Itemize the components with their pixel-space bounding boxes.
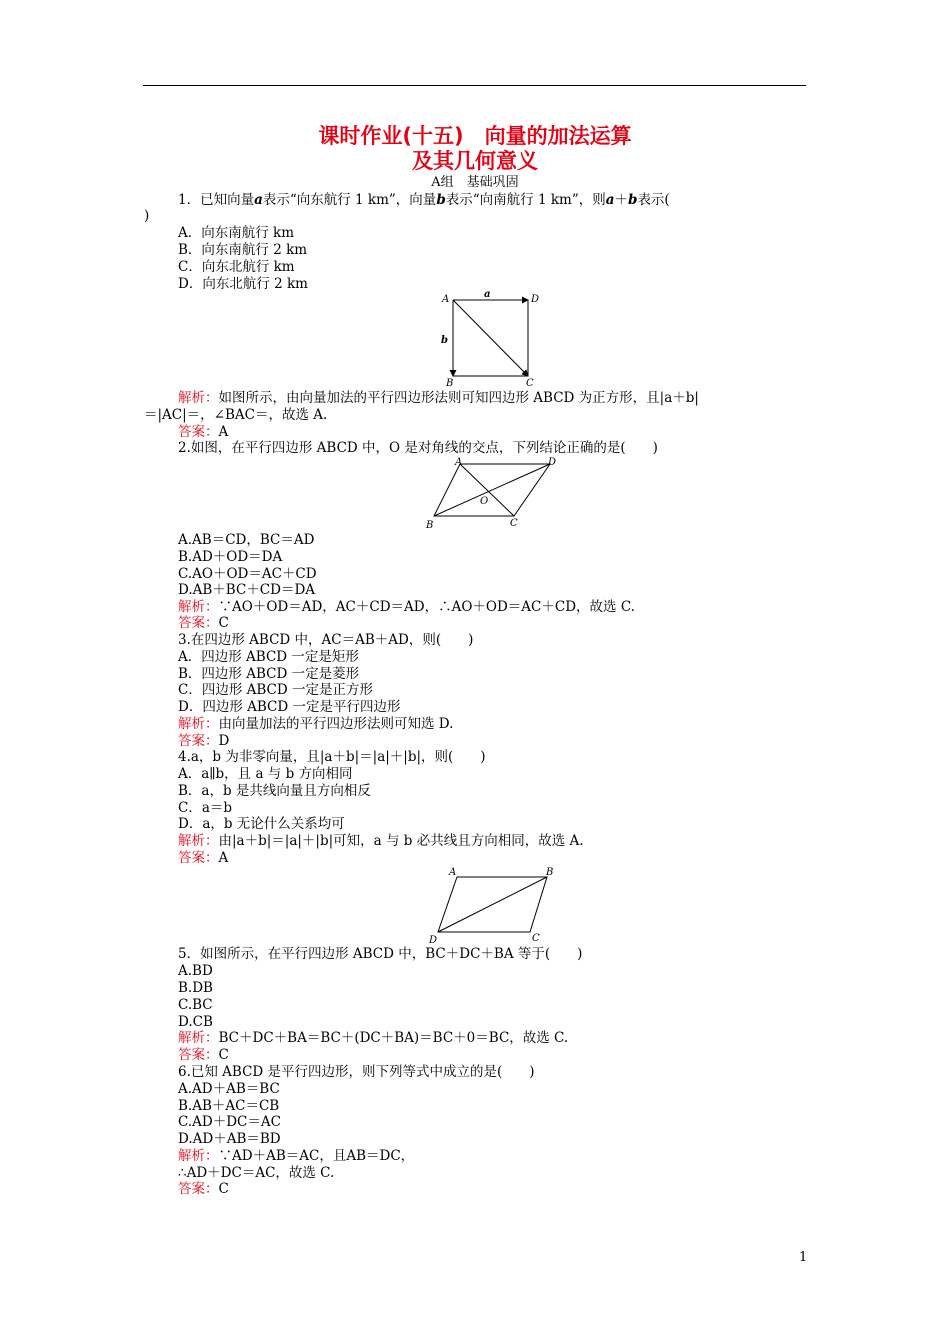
q3-answer: 答案：D: [178, 733, 230, 749]
diagonal-ac: [460, 464, 514, 516]
q4-option-a: A．a∥b，且 a 与 b 方向相同: [178, 766, 353, 782]
q6-option-d: D.AD＋AB＝BD: [178, 1131, 281, 1147]
q3-option-a: A．四边形 ABCD 一定是矩形: [178, 649, 359, 665]
q5-stem: 5．如图所示，在平行四边形 ABCD 中，BC＋DC＋BA 等于( ): [178, 946, 583, 962]
page-number: 1: [799, 1250, 808, 1265]
q4-stem: 4.a，b 为非零向量，且|a＋b|＝|a|＋|b|，则( ): [178, 749, 486, 765]
page-title-line1: 课时作业(十五) 向量的加法运算: [318, 124, 632, 148]
q5-analysis: 解析：BC＋DC＋BA＝BC＋(DC＋BA)＝BC＋0＝BC，故选 C.: [178, 1030, 569, 1046]
label-D: D: [429, 935, 438, 946]
q4-option-b: B．a，b 是共线向量且方向相反: [178, 783, 371, 799]
section-subtitle: A组 基础巩固: [431, 175, 519, 190]
label-A: A: [455, 457, 463, 468]
q2-parallelogram-figure: [422, 454, 562, 534]
q6-option-b: B.AB＋AC＝CB: [178, 1098, 280, 1114]
q5-option-a: A.BD: [178, 963, 213, 979]
label-A: A: [442, 294, 450, 305]
label-C: C: [532, 933, 540, 944]
q5-option-b: B.DB: [178, 980, 213, 996]
label-C: C: [510, 518, 518, 529]
q1-stem: 1．已知向量a表示“向东航行 1 km”，向量b表示“向南航行 1 km”，则a＋b表示(: [178, 192, 670, 208]
q5-option-d: D.CB: [178, 1014, 213, 1030]
page-title-line2: 及其几何意义: [412, 149, 538, 173]
q3-option-d: D．四边形 ABCD 一定是平行四边形: [178, 699, 401, 715]
q2-analysis: 解析：∵AO＋OD＝AD，AC＋CD＝AD，∴AO＋OD＝AC＋CD，故选 C.: [178, 599, 635, 615]
q5-parallelogram-figure: [424, 862, 564, 946]
q2-stem: 2.如图，在平行四边形 ABCD 中，O 是对角线的交点，下列结论正确的是( ): [178, 440, 658, 456]
label-b: b: [441, 335, 448, 346]
header-rule: [143, 85, 806, 86]
label-B: B: [446, 378, 454, 389]
q2-option-b: B.AD＋OD＝DA: [178, 549, 283, 565]
q2-option-a: A.AB＝CD，BC＝AD: [178, 532, 315, 548]
q3-stem: 3.在四边形 ABCD 中，AC＝AB＋AD，则( ): [178, 632, 474, 648]
q6-option-a: A.AD＋AB＝BC: [178, 1081, 280, 1097]
label-O: O: [480, 496, 489, 507]
q6-answer: 答案：C: [178, 1181, 229, 1197]
q2-option-c: C.AO＋OD＝AC＋CD: [178, 566, 317, 582]
label-D: D: [548, 457, 557, 468]
q1-analysis: 解析：如图所示，由向量加法的平行四边形法则可知四边形 ABCD 为正方形，且|a＋b|: [178, 390, 699, 406]
q6-stem: 6.已知 ABCD 是平行四边形，则下列等式中成立的是( ): [178, 1064, 535, 1080]
label-B: B: [426, 520, 434, 531]
q4-option-d: D．a，b 无论什么关系均可: [178, 816, 345, 832]
label-D: D: [531, 294, 540, 305]
diagonal-ac: [453, 300, 528, 376]
q2-answer: 答案：C: [178, 615, 229, 631]
q1-option-c: C．向东北航行 km: [178, 259, 295, 275]
q1-square-figure: [436, 288, 546, 390]
q4-option-c: C．a＝b: [178, 800, 233, 816]
q1-answer: 答案：A: [178, 424, 229, 440]
q1-option-a: A．向东南航行 km: [178, 225, 295, 241]
q3-option-c: C．四边形 ABCD 一定是正方形: [178, 682, 373, 698]
q6-option-c: C.AD＋DC＝AC: [178, 1114, 281, 1130]
q1-option-d: D．向东北航行 2 km: [178, 276, 308, 292]
q5-answer: 答案：C: [178, 1047, 229, 1063]
q3-option-b: B．四边形 ABCD 一定是菱形: [178, 666, 360, 682]
q6-analysis: 解析：∵AD＋AB＝AC，且AB＝DC，: [178, 1148, 415, 1164]
q6-analysis-line2: ∴AD＋DC＝AC，故选 C.: [178, 1165, 335, 1181]
q5-option-c: C.BC: [178, 997, 213, 1013]
label-C: C: [526, 378, 534, 389]
q4-answer: 答案：A: [178, 850, 229, 866]
q1-analysis-line2: ＝|AC|＝，∠BAC＝，故选 A.: [144, 407, 328, 423]
q3-analysis: 解析：由向量加法的平行四边形法则可知选 D.: [178, 716, 454, 732]
q1-stem-close: ): [144, 208, 150, 224]
label-a: a: [484, 289, 491, 300]
label-A: A: [449, 867, 457, 878]
q2-option-d: D.AB＋BC＋CD＝DA: [178, 582, 316, 598]
q1-option-b: B．向东南航行 2 km: [178, 242, 308, 258]
label-B: B: [546, 867, 554, 878]
q4-analysis: 解析：由|a＋b|＝|a|＋|b|可知，a 与 b 必共线且方向相同，故选 A.: [178, 833, 584, 849]
